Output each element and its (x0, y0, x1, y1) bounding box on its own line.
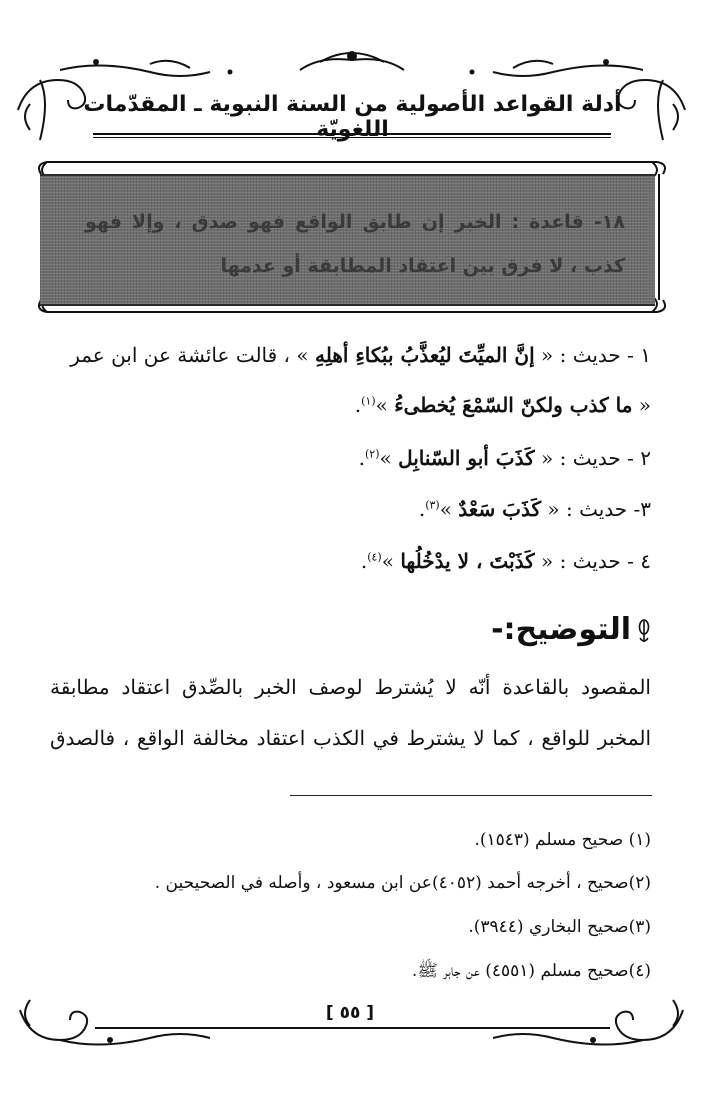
evidence-line-2 (355, 393, 651, 417)
hadith-quote: كَذَبَ سَعْدٌ (458, 497, 542, 521)
rule-statement: ١٨- قاعدة : الخبر إن طابق الواقع فهو صدق ، وإلا فهو كذب ، لا فرق بين اعتقاد المطابقة أو عدمها (85, 211, 625, 277)
evidence-line-4 (419, 497, 651, 521)
footer-ornament (0, 990, 703, 1060)
footnote-ref[interactable]: (٢) (364, 447, 380, 461)
evidence-line-1 (70, 343, 651, 367)
evidence-prefix: ٢ - حديث : « (534, 446, 651, 470)
evidence-suffix: » ، قالت عائشة عن ابن عمر (70, 343, 315, 367)
evidence-prefix: « (632, 393, 651, 417)
footnote-ref[interactable]: (٣) (425, 498, 440, 512)
footnote-1: (١) صحيح مسلم (١٥٤٣). (474, 830, 651, 850)
evidence-end: . (358, 446, 365, 470)
evidence-end: . (418, 497, 426, 521)
footnote-3: (٣)صحيح البخاري (٣٩٤٤). (468, 917, 651, 937)
body-line-1: المقصود بالقاعدة أنّه لا يُشترط لوصف الخبر بالصِّدق اعتقاد مطابقة (50, 675, 651, 699)
header-rule (93, 133, 611, 135)
page-number: [ ٥٥ ] (325, 1003, 375, 1023)
evidence-line-3 (359, 446, 651, 470)
header-rule-thin (93, 137, 611, 138)
hadith-quote: ما كذب ولكنّ السّمْعَ يُخطىءُ (394, 393, 633, 417)
hadith-quote: كَذَبْتَ ، لا يدْخُلُها (400, 549, 535, 573)
evidence-end: . (360, 549, 368, 573)
quill-bullet-icon (637, 618, 651, 644)
evidence-prefix: ١ - حديث : « (534, 343, 651, 367)
running-header-title: أدلة القواعد الأصولية من السنة النبوية ـ المقدّمات اللغويّة (83, 92, 622, 142)
hadith-quote: إنَّ الميِّتَ ليُعذَّبُ ببُكاءِ أهلِهِ (314, 343, 535, 367)
footnote-2: (٢)صحيح ، أخرجه أحمد (٤٠٥٢)عن ابن مسعود ، وأصله في الصحيحين . (154, 873, 651, 893)
evidence-suffix: » (381, 549, 401, 573)
evidence-suffix: » (375, 393, 395, 417)
section-heading-text: التوضيح:- (491, 612, 631, 647)
evidence-end: . (354, 393, 362, 417)
evidence-line-5 (361, 549, 651, 573)
section-heading (491, 612, 651, 647)
body-line-2: المخبر للواقع ، كما لا يشترط في الكذب اعتقاد مخالفة الواقع ، فالصدق (50, 726, 651, 750)
evidence-prefix: ٣- حديث : « (541, 497, 651, 521)
footnote-separator (290, 795, 652, 796)
footnote-ref[interactable]: (٤) (367, 550, 382, 564)
evidence-suffix: » (439, 497, 459, 521)
footnote-4: (٤)صحيح مسلم (٤٥٥١) عن جابر ﷺ. (411, 961, 651, 981)
evidence-prefix: ٤ - حديث : « (534, 549, 651, 573)
footnote-ref[interactable]: (١) (361, 394, 376, 408)
hadith-quote: كَذَبَ أبو السّنابِل (398, 446, 535, 470)
evidence-suffix: » (379, 446, 399, 470)
